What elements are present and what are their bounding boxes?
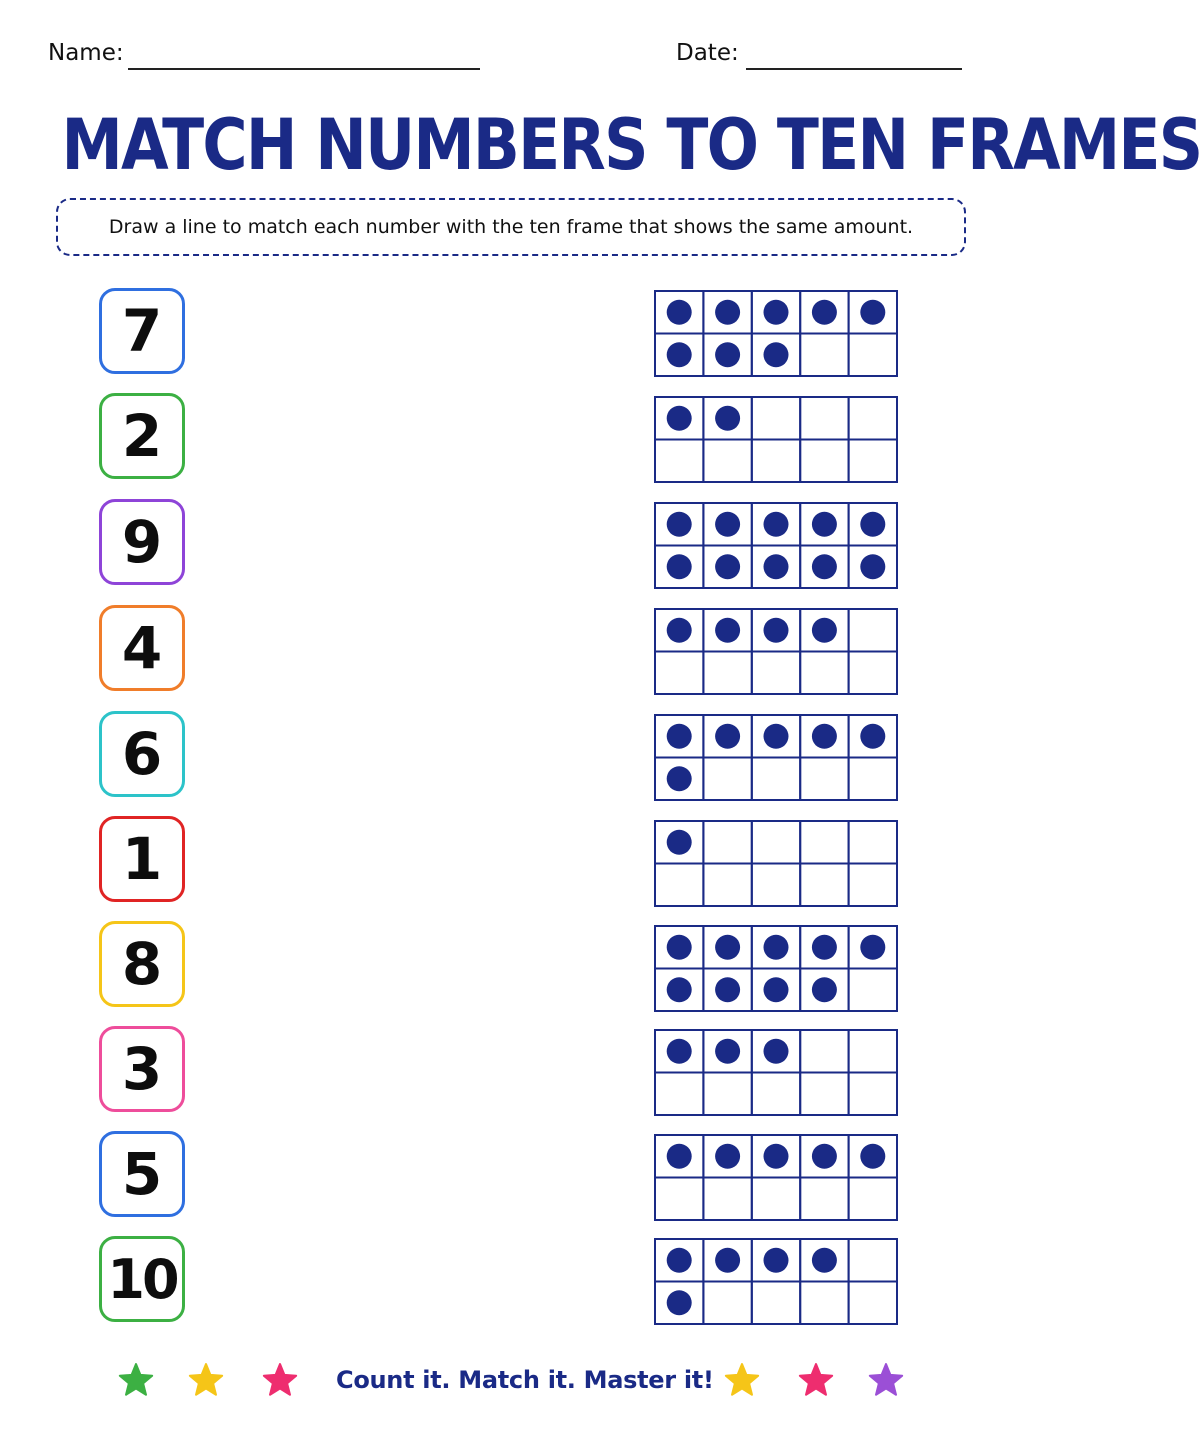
ten-frame-dot — [667, 406, 692, 431]
ten-frame-dot — [764, 554, 789, 579]
ten-frame-dot — [715, 300, 740, 325]
ten-frame-dot — [667, 618, 692, 643]
number-box[interactable]: 3 — [99, 1026, 185, 1112]
ten-frame-dot — [764, 724, 789, 749]
number-box[interactable]: 6 — [99, 711, 185, 797]
ten-frame-dot — [812, 512, 837, 537]
ten-frame-dot — [667, 977, 692, 1002]
footer — [0, 1362, 1024, 1406]
ten-frame-cell — [655, 1178, 703, 1221]
ten-frame-dot — [812, 977, 837, 1002]
ten-frame-cell — [703, 440, 751, 483]
header-row — [48, 40, 962, 74]
ten-frame-dot — [764, 1039, 789, 1064]
ten-frame-dot — [764, 977, 789, 1002]
ten-frame-dot — [667, 1290, 692, 1315]
ten-frame-cell — [849, 758, 897, 801]
ten-frame-cell — [849, 1178, 897, 1221]
number-box[interactable]: 7 — [99, 288, 185, 374]
ten-frame-dot — [667, 766, 692, 791]
ten-frame-cell — [849, 334, 897, 377]
ten-frame-dot — [667, 935, 692, 960]
ten-frame-cell — [752, 758, 800, 801]
ten-frame-cell — [703, 821, 751, 864]
ten-frame-cell — [703, 652, 751, 695]
ten-frame-dot — [860, 554, 885, 579]
number-box[interactable]: 1 — [99, 816, 185, 902]
ten-frame-cell — [800, 334, 848, 377]
ten-frame-cell — [800, 652, 848, 695]
ten-frame[interactable] — [654, 925, 898, 1011]
ten-frame-cell — [849, 652, 897, 695]
ten-frame-dot — [764, 935, 789, 960]
star-icon — [188, 1362, 224, 1398]
ten-frame-dot — [860, 512, 885, 537]
ten-frame-dot — [764, 512, 789, 537]
star-icon — [724, 1362, 760, 1398]
ten-frame-dot — [764, 1248, 789, 1273]
star-icon — [118, 1362, 154, 1398]
number-box[interactable]: 10 — [99, 1236, 185, 1322]
ten-frame-cell — [800, 1178, 848, 1221]
ten-frame-cell — [752, 864, 800, 907]
ten-frame-cell — [655, 1073, 703, 1116]
date-label: Date: — [676, 40, 739, 66]
ten-frame-cell — [752, 1073, 800, 1116]
page-title: MATCH NUMBERS TO TEN FRAMES — [61, 104, 1201, 186]
number-box[interactable]: 5 — [99, 1131, 185, 1217]
ten-frame-cell — [849, 1239, 897, 1282]
ten-frame-cell — [849, 609, 897, 652]
ten-frame-dot — [715, 977, 740, 1002]
ten-frame-cell — [655, 440, 703, 483]
ten-frame[interactable] — [654, 820, 898, 906]
ten-frame-dot — [764, 342, 789, 367]
ten-frame[interactable] — [654, 1029, 898, 1115]
ten-frame-dot — [860, 724, 885, 749]
ten-frame-cell — [800, 397, 848, 440]
ten-frame-dot — [764, 300, 789, 325]
ten-frame-cell — [655, 652, 703, 695]
name-label: Name: — [48, 40, 124, 66]
star-icon — [262, 1362, 298, 1398]
ten-frame-cell — [849, 397, 897, 440]
ten-frame-dot — [715, 406, 740, 431]
name-line[interactable] — [128, 68, 480, 70]
ten-frame[interactable] — [654, 1238, 898, 1324]
ten-frame-dot — [812, 724, 837, 749]
ten-frame-cell — [849, 821, 897, 864]
ten-frame-dot — [812, 554, 837, 579]
ten-frame-cell — [703, 1178, 751, 1221]
ten-frame-cell — [703, 1282, 751, 1325]
ten-frame-cell — [849, 440, 897, 483]
ten-frame-cell — [800, 758, 848, 801]
date-line[interactable] — [746, 68, 962, 70]
ten-frame-cell — [752, 1178, 800, 1221]
ten-frame-cell — [752, 1282, 800, 1325]
ten-frame-dot — [860, 1144, 885, 1169]
ten-frame[interactable] — [654, 714, 898, 800]
ten-frame-cell — [703, 1073, 751, 1116]
ten-frame-cell — [655, 864, 703, 907]
instructions-box — [56, 198, 966, 256]
ten-frame-cell — [849, 969, 897, 1012]
ten-frame-cell — [800, 1282, 848, 1325]
ten-frame-cell — [703, 758, 751, 801]
ten-frame-dot — [812, 1248, 837, 1273]
ten-frame-dot — [860, 300, 885, 325]
ten-frame-dot — [764, 1144, 789, 1169]
ten-frame-dot — [667, 1039, 692, 1064]
number-box[interactable]: 4 — [99, 605, 185, 691]
ten-frame-cell — [703, 864, 751, 907]
ten-frame-dot — [667, 830, 692, 855]
ten-frame-cell — [800, 1073, 848, 1116]
ten-frame-cell — [752, 821, 800, 864]
ten-frame-dot — [715, 724, 740, 749]
ten-frame-dot — [667, 724, 692, 749]
ten-frame-cell — [800, 1030, 848, 1073]
ten-frame[interactable] — [654, 502, 898, 588]
ten-frame-dot — [812, 1144, 837, 1169]
ten-frame-dot — [715, 1039, 740, 1064]
ten-frame[interactable] — [654, 608, 898, 694]
ten-frame-dot — [812, 300, 837, 325]
ten-frame-dot — [667, 300, 692, 325]
ten-frame-dot — [667, 1248, 692, 1273]
ten-frame-dot — [764, 618, 789, 643]
ten-frame-dot — [667, 342, 692, 367]
ten-frame-dot — [667, 512, 692, 537]
ten-frame-dot — [812, 935, 837, 960]
footer-slogan: Count it. Match it. Master it! — [336, 1366, 714, 1394]
ten-frame[interactable] — [654, 1134, 898, 1220]
ten-frame-cell — [849, 1282, 897, 1325]
ten-frame-dot — [812, 618, 837, 643]
ten-frame-dot — [860, 935, 885, 960]
ten-frame-cell — [752, 652, 800, 695]
ten-frame-dot — [715, 1248, 740, 1273]
ten-frame[interactable] — [654, 290, 898, 376]
ten-frame-cell — [800, 440, 848, 483]
ten-frame-dot — [715, 512, 740, 537]
ten-frame-cell — [849, 1073, 897, 1116]
ten-frame-dot — [667, 1144, 692, 1169]
instructions-text: Draw a line to match each number with the ten frame that shows the same amount. — [108, 216, 914, 238]
ten-frame-dot — [715, 1144, 740, 1169]
ten-frame-dot — [715, 935, 740, 960]
ten-frame-cell — [752, 440, 800, 483]
ten-frame-dot — [715, 342, 740, 367]
ten-frame-cell — [849, 864, 897, 907]
number-box[interactable]: 2 — [99, 393, 185, 479]
number-box[interactable]: 8 — [99, 921, 185, 1007]
ten-frame-dot — [715, 554, 740, 579]
ten-frame-dot — [715, 618, 740, 643]
ten-frame[interactable] — [654, 396, 898, 482]
ten-frame-dot — [667, 554, 692, 579]
ten-frame-cell — [849, 1030, 897, 1073]
ten-frame-cell — [800, 821, 848, 864]
number-box[interactable]: 9 — [99, 499, 185, 585]
star-icon — [868, 1362, 904, 1398]
ten-frame-cell — [752, 397, 800, 440]
ten-frame-cell — [800, 864, 848, 907]
star-icon — [798, 1362, 834, 1398]
